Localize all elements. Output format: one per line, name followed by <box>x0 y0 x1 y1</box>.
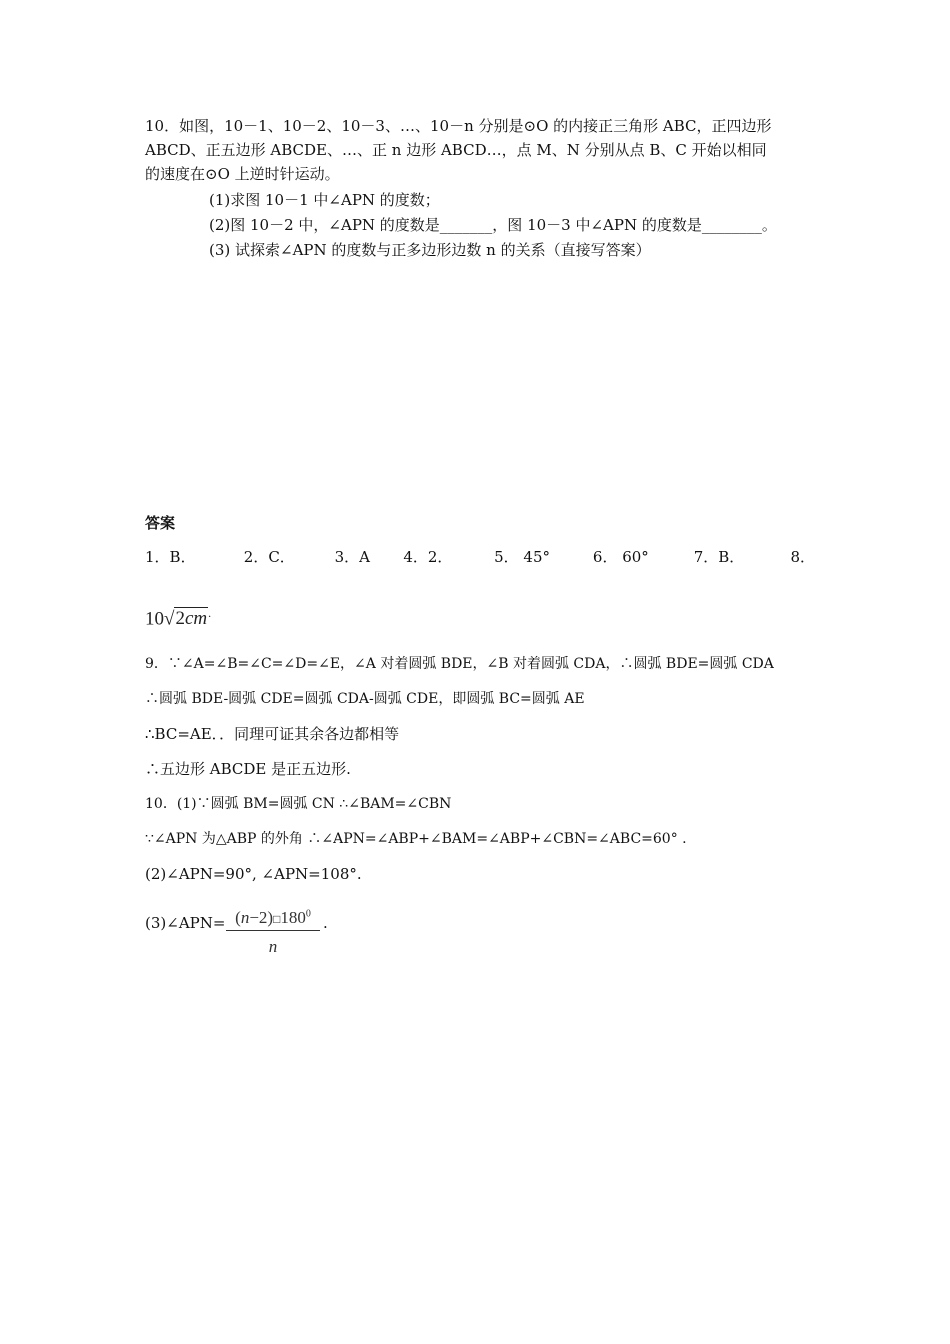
answer-4: 4．2． <box>403 548 453 566</box>
formula-coefficient: 10 <box>145 608 164 630</box>
answer-10-fraction <box>226 908 320 957</box>
answers-heading: 答案 <box>145 514 176 532</box>
answer-9-line-1: 9．∵∠A=∠B=∠C=∠D=∠E，∠A 对着圆弧 BDE，∠B 对着圆弧 CDA，∴圆弧 BDE=圆弧 CDA <box>145 656 774 672</box>
answer-10-line-1: 10．(1)∵圆弧 BM=圆弧 CN ∴∠BAM=∠CBN <box>145 796 452 812</box>
paren-open: ( <box>235 908 241 927</box>
answer-5: 5． 45° <box>494 548 551 566</box>
problem-line-2: ABCD、正五边形 ABCDE、…、正 n 边形 ABCD…，点 M、N 分别从点 B、C 开始以相同 <box>145 141 767 159</box>
answers-row-1 <box>145 547 815 567</box>
problem-line-3: 的速度在⊙O 上逆时针运动。 <box>145 165 340 183</box>
answer-6: 6． 60° <box>592 548 649 566</box>
answer-1: 1．B． <box>145 548 196 566</box>
answer-10-line-3: (2)∠APN=90°, ∠APN=108°. <box>145 865 362 883</box>
answer-10-end: . <box>323 914 328 932</box>
formula-period: . <box>208 606 212 620</box>
question-2: (2)图 10－2 中，∠APN 的度数是_______，图 10－3 中∠APN 的度数是________。 <box>209 216 777 234</box>
question-3: (3) 试探索∠APN 的度数与正多边形边数 n 的关系（直接写答案） <box>209 241 651 259</box>
answer-7: 7．B． <box>693 548 745 566</box>
degree-sup: 0 <box>305 908 311 920</box>
answer-9-line-2: ∴圆弧 BDE-圆弧 CDE=圆弧 CDA-圆弧 CDE，即圆弧 BC=圆弧 AE <box>145 691 585 707</box>
answer-10-line-2: ∵∠APN 为△ABP 的外角 ∴∠APN=∠ABP+∠BAM=∠ABP+∠CBN=∠ABC=60° . <box>145 831 687 847</box>
sqrt-symbol: √ <box>164 608 175 630</box>
box-glyph: □ <box>273 912 281 926</box>
minus-two: −2) <box>249 908 274 927</box>
answer-10-line-4 <box>145 913 225 933</box>
var-n: n <box>240 908 250 927</box>
fraction-denominator: n <box>268 937 278 956</box>
answer-9-line-4: ∴五边形 ABCDE 是正五边形. <box>145 760 351 778</box>
problem-line-1: 10．如图，10－1、10－2、10－3、…、10－n 分别是⊙O 的内接正三角形 ABC，正四边形 <box>145 117 772 135</box>
answer-3: 3．A <box>334 548 370 566</box>
answer-9-line-3: ∴BC=AE．．同理可证其余各边都相等 <box>145 725 400 743</box>
answer-2: 2．C． <box>243 548 295 566</box>
formula-unit: cm <box>184 608 208 630</box>
answer-8-label: 8． <box>790 548 816 566</box>
question-1: (1)求图 10－1 中∠APN 的度数； <box>209 191 440 209</box>
num-180: 180 <box>280 908 306 927</box>
formula-radicand: 2 <box>175 608 185 630</box>
answer-10-prefix: (3)∠APN= <box>145 914 226 932</box>
fraction-numerator <box>226 908 320 931</box>
answer-8-formula <box>145 606 211 630</box>
